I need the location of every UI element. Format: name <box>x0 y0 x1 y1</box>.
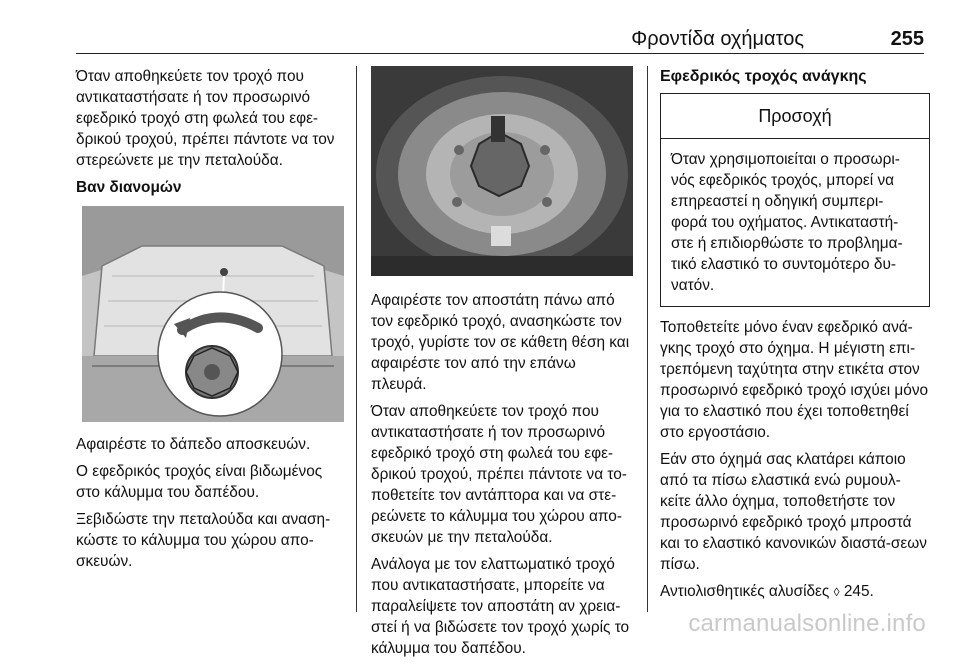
page-header <box>76 22 924 54</box>
trunk-spare-wheel-wingnut-illustration <box>82 206 344 422</box>
caution-text: Όταν χρησιμοποιείται ο προσωρι-νός εφεδρικός τροχός, μπορεί να επηρεαστεί η οδηγική συμπερι-φορά του οχήματος. Αντικαταστή-στε ή επιδιορθώστε το προβλημα-τικό ελαστικό το συντομότερο δυ-νατόν. <box>671 151 903 294</box>
instruction-unscrew-wingnut: Ξεβιδώστε την πεταλούδα και αναση-κώστε το κάλυμμα του χώρου απο-σκευών. <box>76 511 331 570</box>
chevron-right-icon: ◊ <box>833 585 840 599</box>
page-reference-link[interactable]: 245. <box>843 583 874 600</box>
column-divider <box>356 66 357 612</box>
heading-emergency-spare: Εφεδρικός τροχός ανάγκης <box>660 68 867 85</box>
caution-title: Προσοχή <box>661 94 929 139</box>
intro-paragraph: Όταν αποθηκεύετε τον τροχό που αντικαταστήσατε ή τον προσωρινό εφεδρικό τροχό στη φωλεά του εφε-δρικού τροχού, πρέπει πάντοτε να τον στερεώνετε με την πεταλούδα. <box>76 68 335 169</box>
snow-chains-label: Αντιολισθητικές αλυσίδες <box>660 583 830 600</box>
subheading-delivery-van: Βαν διανομών <box>76 179 182 196</box>
instruction-remove-floor: Αφαιρέστε το δάπεδο αποσκευών. <box>76 436 311 453</box>
page-number: 255 <box>890 28 924 50</box>
cross-reference-snow-chains <box>660 581 930 603</box>
instruction-spare-screwed: Ο εφεδρικός τροχός είναι βιδωμένος στο κάλυμμα του δαπέδου. <box>76 463 323 501</box>
instruction-omit-spacer: Ανάλογα με τον ελαττωματικό τροχό που αντικαταστήσατε, μπορείτε να παραλείψετε τον αποστάτη αν χρεια-στεί ή να βιδώσετε τον τροχό χωρίς το κάλυμμα του δαπέδου. <box>371 556 630 657</box>
info-max-speed: Τοποθετείτε μόνο έναν εφεδρικό ανά-γκης τροχό στο όχημα. Η μέγιστη επι-τρεπόμενη ταχύτητα στην ετικέτα στον προσωρινό εφεδρικό τροχό ισχύει μόνο για το ελαστικό που έχει τοποθετηθεί στο εργοστάσιο. <box>660 319 929 441</box>
instruction-remove-spacer: Αφαιρέστε τον αποστάτη πάνω από τον εφεδρικό τροχό, ανασηκώστε τον τροχό, γυρίστε τον σε κάθετη θέση και αφαιρέστε τον από την επάνω πλευρά. <box>371 292 630 393</box>
watermark: carmanualsonline.info <box>688 610 926 637</box>
spare-wheel-with-adapter-photo <box>371 66 633 276</box>
column-middle <box>371 66 633 665</box>
column-divider <box>647 66 648 612</box>
instruction-store-adapter: Όταν αποθηκεύετε τον τροχό που αντικαταστήσατε ή τον προσωρινό εφεδρικό τροχό στη φωλεά του εφε-δρικού τροχού, πρέπει πάντοτε να το-ποθετείτε τον αντάπτορα και να στε-ρεώνετε το κάλυμμα του χώρου απο-σκευών με την πεταλούδα. <box>371 403 627 546</box>
column-right <box>660 66 930 609</box>
caution-box <box>660 93 930 307</box>
info-towing-rear-tyre: Εάν στο όχημά σας κλατάρει κάποιο από τα πίσω ελαστικά ενώ ρυμουλ-κείτε άλλο όχημα, τοποθετήστε τον προσωρινό εφεδρικό τροχό μπροστά και το ελαστικό κανονικών διαστά-σεων πίσω. <box>660 451 927 573</box>
column-left <box>76 66 346 578</box>
section-title: Φροντίδα οχήματος <box>631 28 804 50</box>
